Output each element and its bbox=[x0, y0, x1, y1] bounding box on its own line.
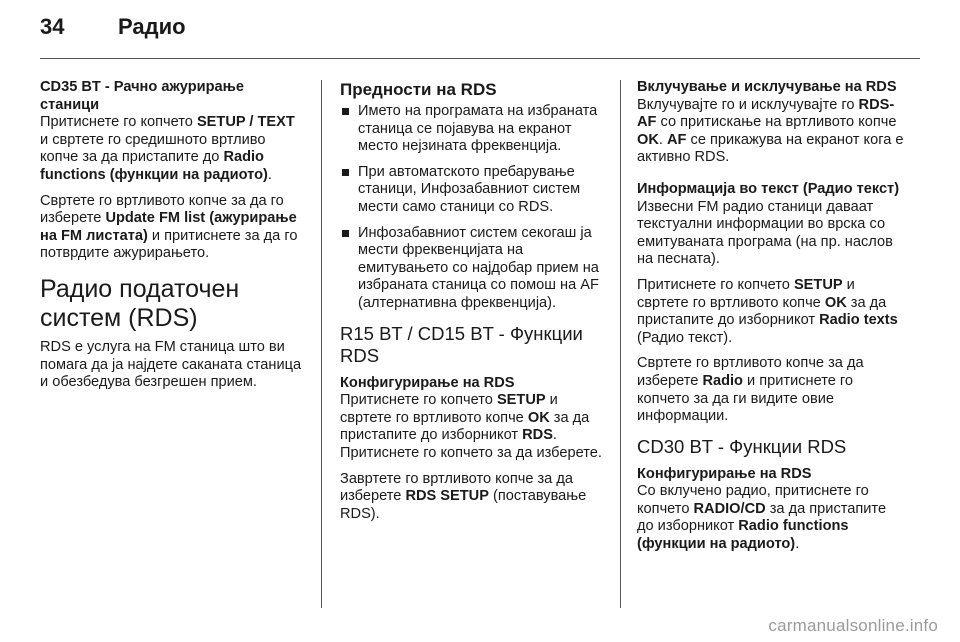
section-title-cd30-rds: CD30 BT - Функции RDS bbox=[637, 435, 847, 457]
bullet-icon bbox=[342, 108, 349, 115]
column-2 bbox=[340, 79, 606, 531]
paragraph-update-fm-list: Свртете го вртливото копче за да го изберете Update FM list (ажурирање на FM листата) и притиснете за да го потврдите ажурирањето. bbox=[40, 192, 298, 262]
list-item: Инфозабавниот систем секогаш ја мести фреквенцијата на емитувањето со најдобар прием на избраната станица со помош на AF (алтернативна фреквенција). bbox=[340, 225, 606, 313]
list-item: При автоматското пребарување станици, Инфозабавниот систем мести само станици со RDS. bbox=[340, 164, 606, 217]
heading-rds-on-off: Вклучување и исклучување на RDS bbox=[637, 79, 897, 95]
bullet-icon bbox=[342, 169, 349, 176]
page-number: 34 bbox=[40, 14, 65, 39]
column-1 bbox=[40, 79, 306, 400]
page-header bbox=[40, 14, 920, 50]
section-title-r15-rds: R15 BT / CD15 BT - Функции RDS bbox=[340, 322, 583, 366]
paragraph-rds-menu: Притиснете го копчето SETUP и свртете го вртливото копче OK за да пристапите до изборникот RDS. Притиснете го копчето за да изберете. bbox=[340, 392, 602, 461]
column-divider-2 bbox=[620, 80, 621, 608]
paragraph-radio-text-info: Извесни FM радио станици даваат текстуални информации во врска со емитуваната програма (на пр. наслов на песната). bbox=[637, 198, 893, 268]
paragraph-select-radio: Свртете го вртливото копче за да изберете Radio и притиснете го копчето за да ги видите овие информации. bbox=[637, 355, 864, 425]
paragraph-radio-cd: Со вклучено радио, притиснете го копчето RADIO/CD за да пристапите до изборникот Radio functions (функции на радиото). bbox=[637, 483, 887, 553]
heading-rds-config: Конфигурирање на RDS bbox=[340, 374, 515, 391]
page-title: Радио bbox=[118, 14, 186, 39]
advantages-list bbox=[340, 103, 606, 313]
column-divider-1 bbox=[321, 80, 322, 608]
section-title-rds: Радио податочен систем (RDS) bbox=[40, 274, 240, 332]
column-3 bbox=[637, 79, 905, 562]
watermark: carmanualsonline.info bbox=[768, 616, 938, 635]
list-item: Името на програмата на избраната станица се појавува на екранот место нејзината фреквенција. bbox=[340, 103, 606, 156]
heading-rds-config-cd30: Конфигурирање на RDS bbox=[637, 465, 812, 482]
paragraph-press-setup: Притиснете го копчето SETUP / TEXT и свртете го средишното вртливо копче за да пристапите до Radio functions (функции на радиото). bbox=[40, 114, 295, 183]
section-title-rds-advantages: Предности на RDS bbox=[340, 80, 497, 99]
header-divider bbox=[40, 58, 920, 59]
heading-radio-text: Информација во текст (Радио текст) bbox=[637, 180, 900, 197]
paragraph-rds-af: Вклучувајте го и исклучувајте го RDS-AF со притискање на вртливото копче OK. AF се прикажува на екранот кога е активно RDS. bbox=[637, 96, 904, 166]
bullet-icon bbox=[342, 230, 349, 237]
paragraph-rds-intro: RDS е услуга на FM станица што ви помага да ја најдете саканата станица и обезбедува безгрешен прием. bbox=[40, 338, 302, 391]
heading-manual-update: CD35 BT - Рачно ажурирање станици bbox=[40, 79, 244, 113]
paragraph-rds-setup: Завртете го вртливото копче за да изберете RDS SETUP (поставување RDS). bbox=[340, 470, 587, 522]
paragraph-radio-texts-menu: Притиснете го копчето SETUP и свртете го вртливото копче OK за да пристапите до изборникот Radio texts (Радио текст). bbox=[637, 276, 898, 346]
